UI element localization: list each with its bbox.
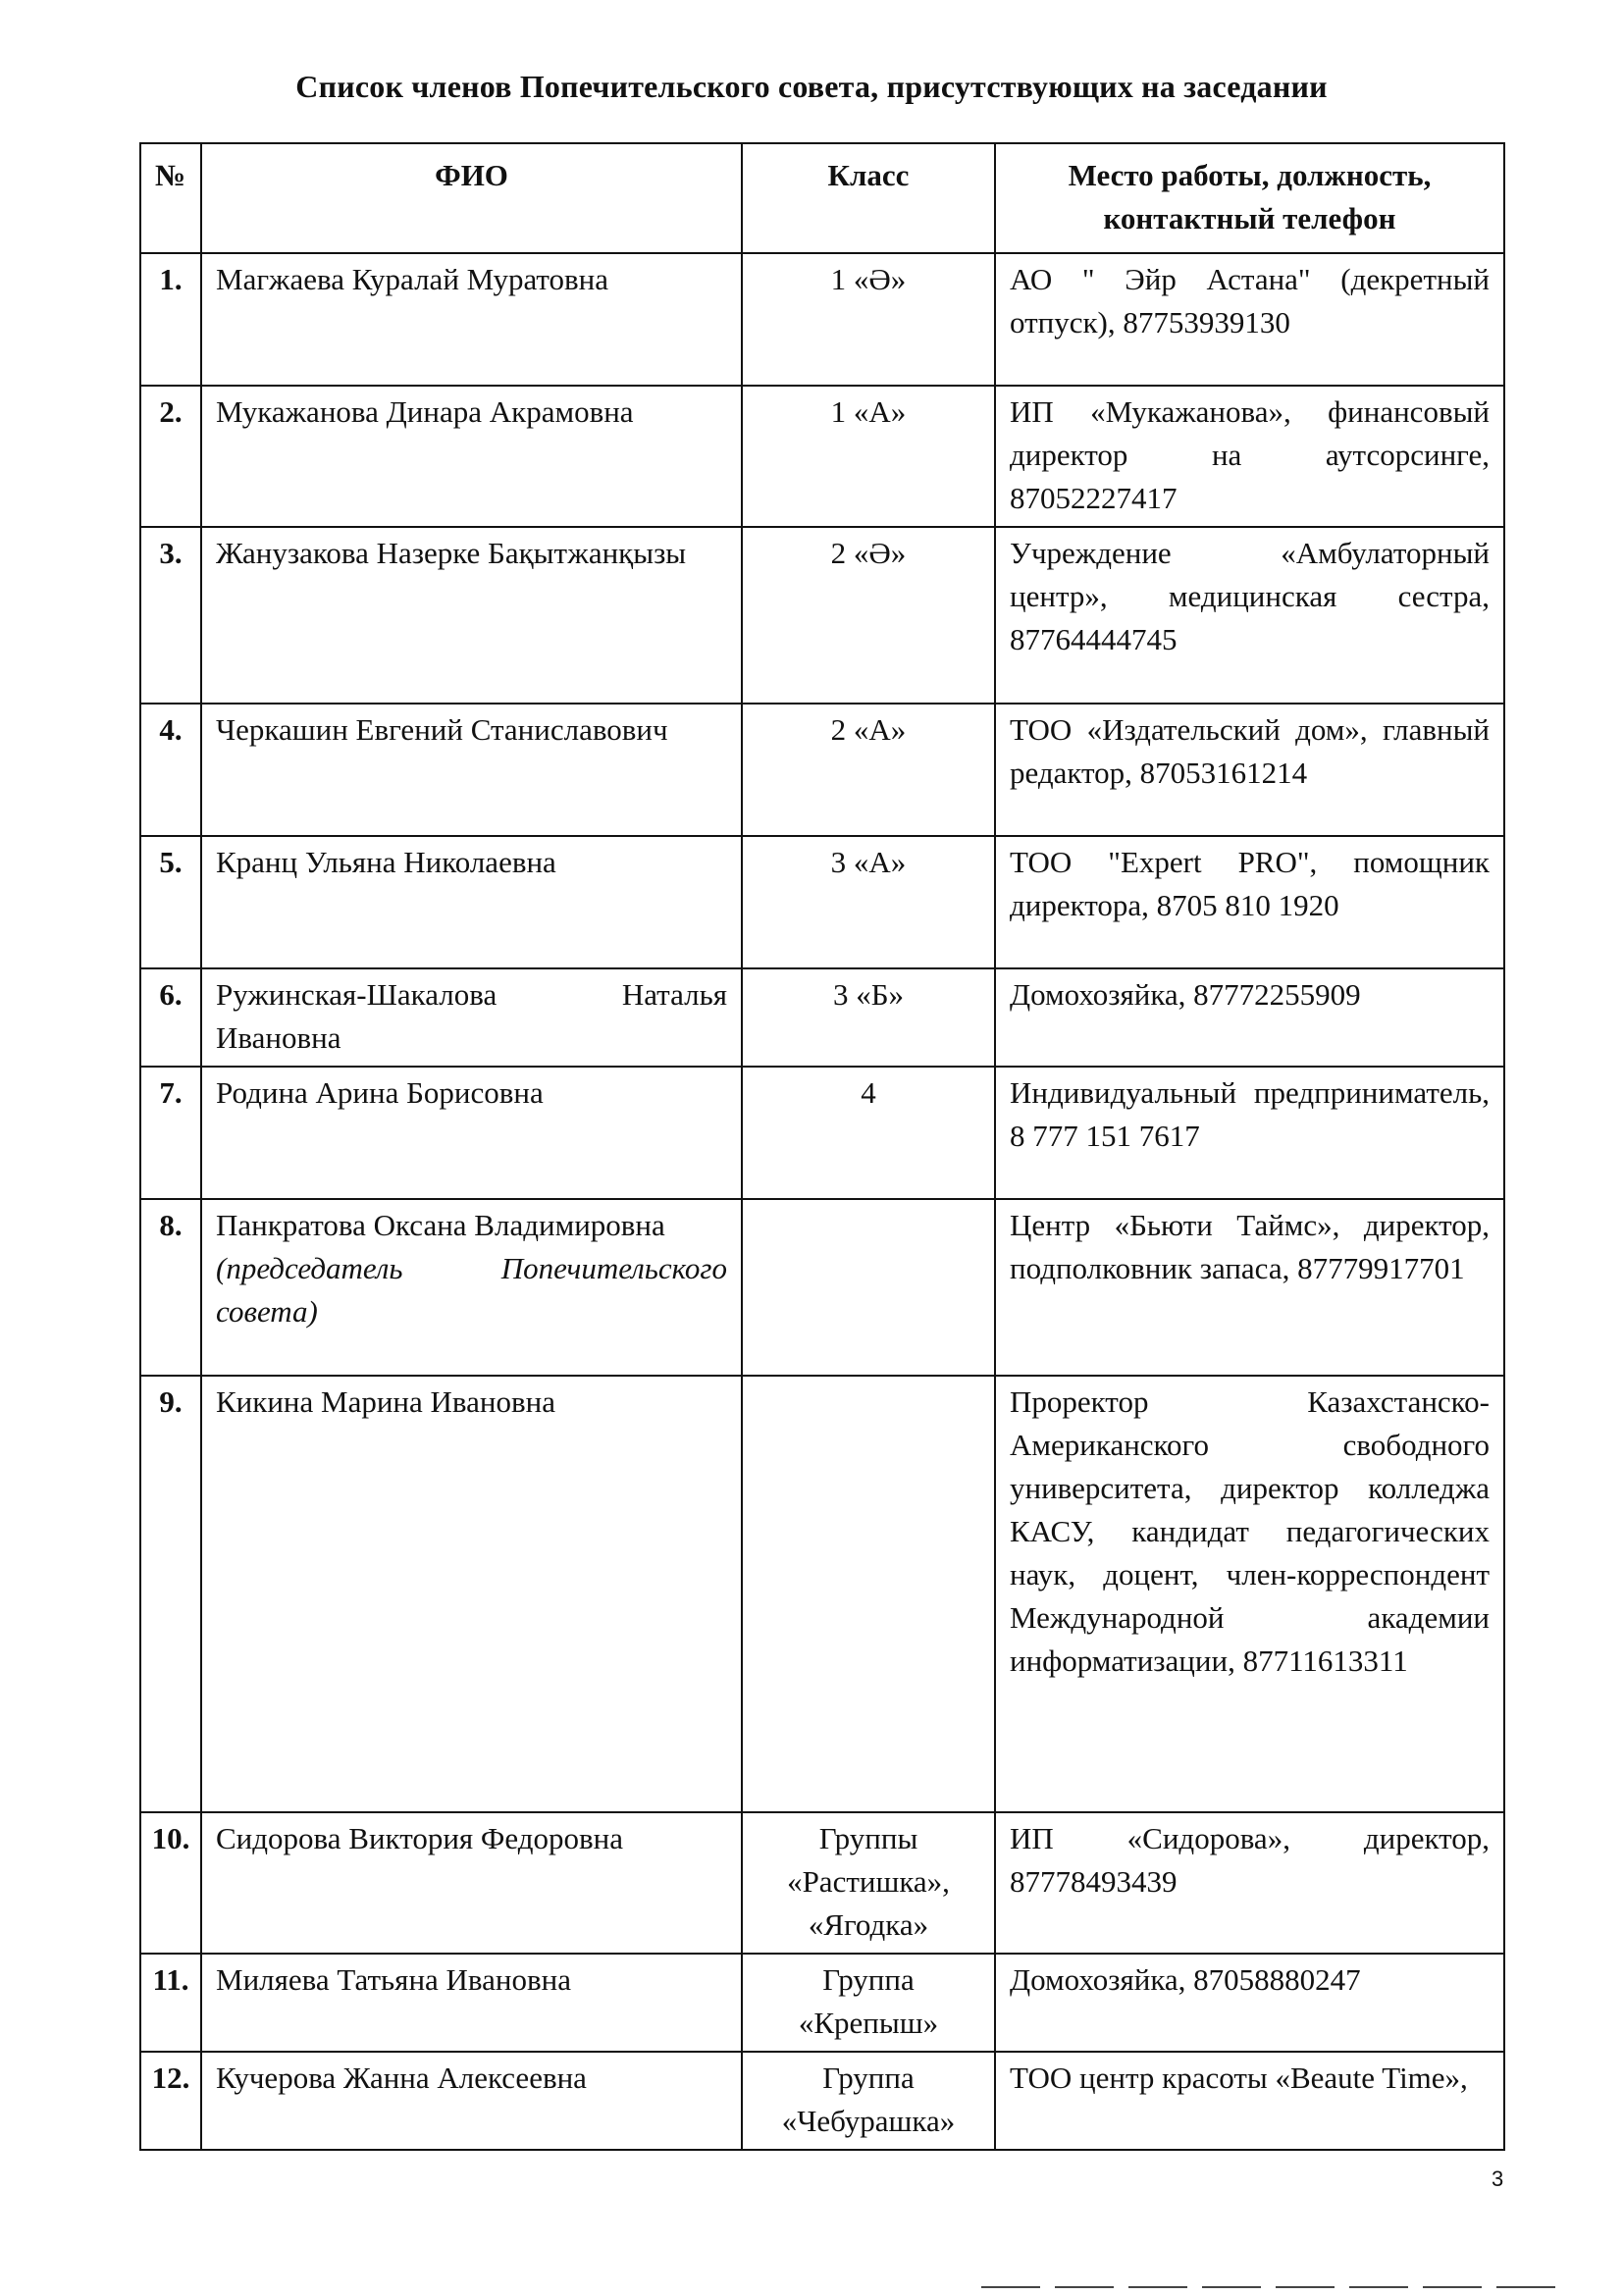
table-row bbox=[140, 704, 1504, 836]
table-row bbox=[140, 386, 1504, 527]
members-table-wrapper bbox=[139, 142, 1503, 2151]
row-number: 7. bbox=[140, 1067, 201, 1199]
row-work: Проректор Казахстанско-Американского свободного университета, директор колледжа КАСУ, кандидат педагогических наук, доцент, член-корреспондент Международной академии информатизации, 87711613311 bbox=[995, 1376, 1504, 1812]
row-work: ИП «Сидорова», директор, 87778493439 bbox=[995, 1812, 1504, 1954]
table-row bbox=[140, 1376, 1504, 1812]
row-work: Домохозяйка, 87058880247 bbox=[995, 1954, 1504, 2052]
row-class: 1 «Ә» bbox=[742, 253, 995, 386]
footer-rule bbox=[1423, 2286, 1482, 2288]
row-class: Группа «Чебурашка» bbox=[742, 2052, 995, 2150]
row-class: 1 «А» bbox=[742, 386, 995, 527]
row-class: 3 «Б» bbox=[742, 968, 995, 1067]
table-row bbox=[140, 836, 1504, 968]
table-header-row bbox=[140, 143, 1504, 253]
row-fio: Черкашин Евгений Станиславович bbox=[201, 704, 742, 836]
row-work: ИП «Мукажанова», финансовый директор на аутсорсинге, 87052227417 bbox=[995, 386, 1504, 527]
footer-rule bbox=[1202, 2286, 1261, 2288]
table-row bbox=[140, 1199, 1504, 1376]
footer-rule bbox=[1055, 2286, 1114, 2288]
row-work: Учреждение «Амбулаторный центр», медицинская сестра, 87764444745 bbox=[995, 527, 1504, 704]
row-work: Домохозяйка, 87772255909 bbox=[995, 968, 1504, 1067]
row-class: 3 «А» bbox=[742, 836, 995, 968]
table-row bbox=[140, 527, 1504, 704]
row-fio: Миляева Татьяна Ивановна bbox=[201, 1954, 742, 2052]
row-number: 1. bbox=[140, 253, 201, 386]
footer-rule bbox=[1276, 2286, 1335, 2288]
row-fio: Магжаева Куралай Муратовна bbox=[201, 253, 742, 386]
row-fio: Кикина Марина Ивановна bbox=[201, 1376, 742, 1812]
row-fio: Жанузакова Назерке Бақытжанқызы bbox=[201, 527, 742, 704]
row-class bbox=[742, 1199, 995, 1376]
row-class bbox=[742, 1376, 995, 1812]
header-work: Место работы, должность, контактный телефон bbox=[995, 143, 1504, 253]
table-row bbox=[140, 968, 1504, 1067]
page-number: 3 bbox=[1492, 2166, 1504, 2191]
row-class: 2 «Ә» bbox=[742, 527, 995, 704]
members-table bbox=[139, 142, 1505, 2151]
row-fio: Родина Арина Борисовна bbox=[201, 1067, 742, 1199]
row-work: АО " Эйр Астана" (декретный отпуск), 87753939130 bbox=[995, 253, 1504, 386]
row-fio: Сидорова Виктория Федоровна bbox=[201, 1812, 742, 1954]
row-number: 12. bbox=[140, 2052, 201, 2150]
row-number: 5. bbox=[140, 836, 201, 968]
row-fio-note: (председатель Попечительского совета) bbox=[216, 1251, 727, 1330]
row-fio: Ружинская-Шакалова Наталья Ивановна bbox=[201, 968, 742, 1067]
table-row bbox=[140, 2052, 1504, 2150]
row-number: 9. bbox=[140, 1376, 201, 1812]
table-row bbox=[140, 1812, 1504, 1954]
row-class: Группа «Крепыш» bbox=[742, 1954, 995, 2052]
row-fio: Кучерова Жанна Алексеевна bbox=[201, 2052, 742, 2150]
row-number: 8. bbox=[140, 1199, 201, 1376]
table-row bbox=[140, 1067, 1504, 1199]
row-work: ТОО центр красоты «Beaute Time», bbox=[995, 2052, 1504, 2150]
header-class: Класс bbox=[742, 143, 995, 253]
table-row bbox=[140, 1954, 1504, 2052]
row-work: Центр «Бьюти Таймс», директор, подполковник запаса, 87779917701 bbox=[995, 1199, 1504, 1376]
row-work: Индивидуальный предприниматель, 8 777 151 7617 bbox=[995, 1067, 1504, 1199]
row-number: 10. bbox=[140, 1812, 201, 1954]
footer-rule bbox=[1128, 2286, 1187, 2288]
table-row bbox=[140, 253, 1504, 386]
row-class: Группы «Растишка», «Ягодка» bbox=[742, 1812, 995, 1954]
footer-rule bbox=[981, 2286, 1040, 2288]
row-fio-cell bbox=[201, 1199, 742, 1376]
page-title: Список членов Попечительского совета, присутствующих на заседании bbox=[295, 69, 1328, 104]
row-number: 2. bbox=[140, 386, 201, 527]
row-fio: Кранц Ульяна Николаевна bbox=[201, 836, 742, 968]
footer-rule bbox=[1349, 2286, 1408, 2288]
header-fio: ФИО bbox=[201, 143, 742, 253]
row-number: 3. bbox=[140, 527, 201, 704]
row-number: 11. bbox=[140, 1954, 201, 2052]
row-fio: Мукажанова Динара Акрамовна bbox=[201, 386, 742, 527]
row-number: 4. bbox=[140, 704, 201, 836]
row-class: 2 «А» bbox=[742, 704, 995, 836]
row-work: ТОО «Издательский дом», главный редактор, 87053161214 bbox=[995, 704, 1504, 836]
footer-rule bbox=[1496, 2286, 1555, 2288]
row-fio: Панкратова Оксана Владимировна bbox=[216, 1208, 665, 1243]
row-class: 4 bbox=[742, 1067, 995, 1199]
header-num: № bbox=[140, 143, 201, 253]
row-work: ТОО "Expert PRO", помощник директора, 8705 810 1920 bbox=[995, 836, 1504, 968]
row-number: 6. bbox=[140, 968, 201, 1067]
